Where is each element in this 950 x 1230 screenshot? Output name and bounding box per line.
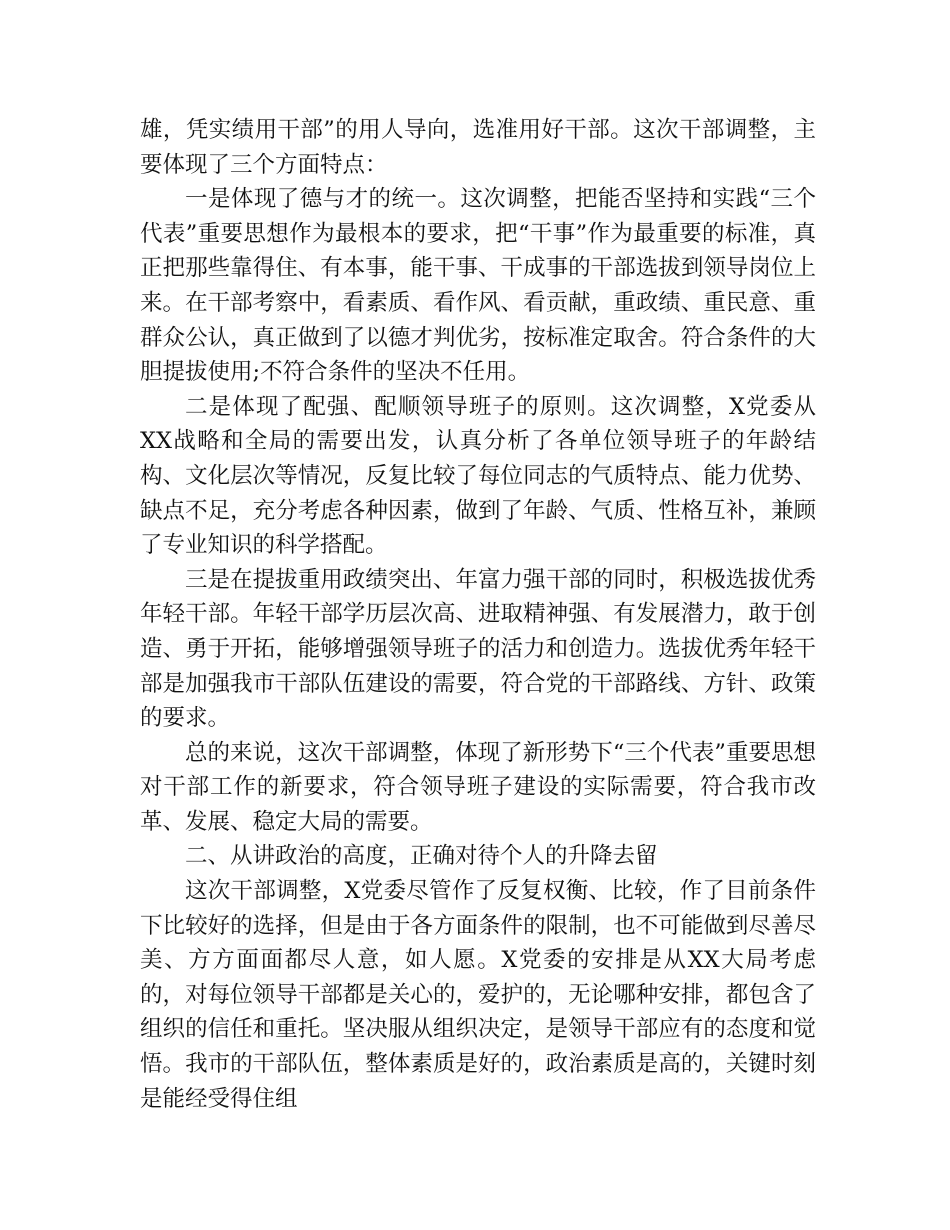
document-body: [140, 113, 816, 1116]
paragraph-5: 总的来说，这次干部调整，体现了新形势下“三个代表”重要思想对干部工作的新要求，符合领导班子建设的实际需要，符合我市改革、发展、稳定大局的需要。: [140, 739, 816, 835]
paragraph-4: 三是在提拔重用政绩突出、年富力强干部的同时，积极选拔优秀年轻干部。年轻干部学历层次高、进取精神强、有发展潜力，敢于创造、勇于开拓，能够增强领导班子的活力和创造力。选拔优秀年轻干部是加强我市干部队伍建设的需要，符合党的干部路线、方针、政策的要求。: [140, 566, 816, 732]
paragraph-2: 一是体现了德与才的统一。这次调整，把能否坚持和实践“三个代表”重要思想作为最根本的要求，把“干事”作为最重要的标准，真正把那些靠得住、有本事，能干事、干成事的干部选拔到领导岗位上来。在干部考察中，看素质、看作风、看贡献，重政绩、重民意、重群众公认，真正做到了以德才判优劣，按标准定取舍。符合条件的大胆提拔使用;不符合条件的坚决不任用。: [140, 186, 816, 386]
paragraph-1: 雄，凭实绩用干部”的用人导向，选准用好干部。这次干部调整，主要体现了三个方面特点：: [140, 117, 816, 178]
section-heading: 二、从讲政治的高度，正确对待个人的升降去留: [185, 843, 658, 870]
paragraph-3: 二是体现了配强、配顺领导班子的原则。这次调整，X党委从XX战略和全局的需要出发，认真分析了各单位领导班子的年龄结构、文化层次等情况，反复比较了每位同志的气质特点、能力优势、缺点不足，充分考虑各种因素，做到了年龄、气质、性格互补，兼顾了专业知识的科学搭配。: [140, 393, 816, 559]
paragraph-6: 这次干部调整，X党委尽管作了反复权衡、比较，作了目前条件下比较好的选择，但是由于各方面条件的限制，也不可能做到尽善尽美、方方面面都尽人意，如人愿。X党委的安排是从XX大局考虑的，对每位领导干部都是关心的，爱护的，无论哪种安排，都包含了组织的信任和重托。坚决服从组织决定，是领导干部应有的态度和觉悟。我市的干部队伍，整体素质是好的，政治素质是高的，关键时刻是能经受得住组: [140, 878, 816, 1112]
